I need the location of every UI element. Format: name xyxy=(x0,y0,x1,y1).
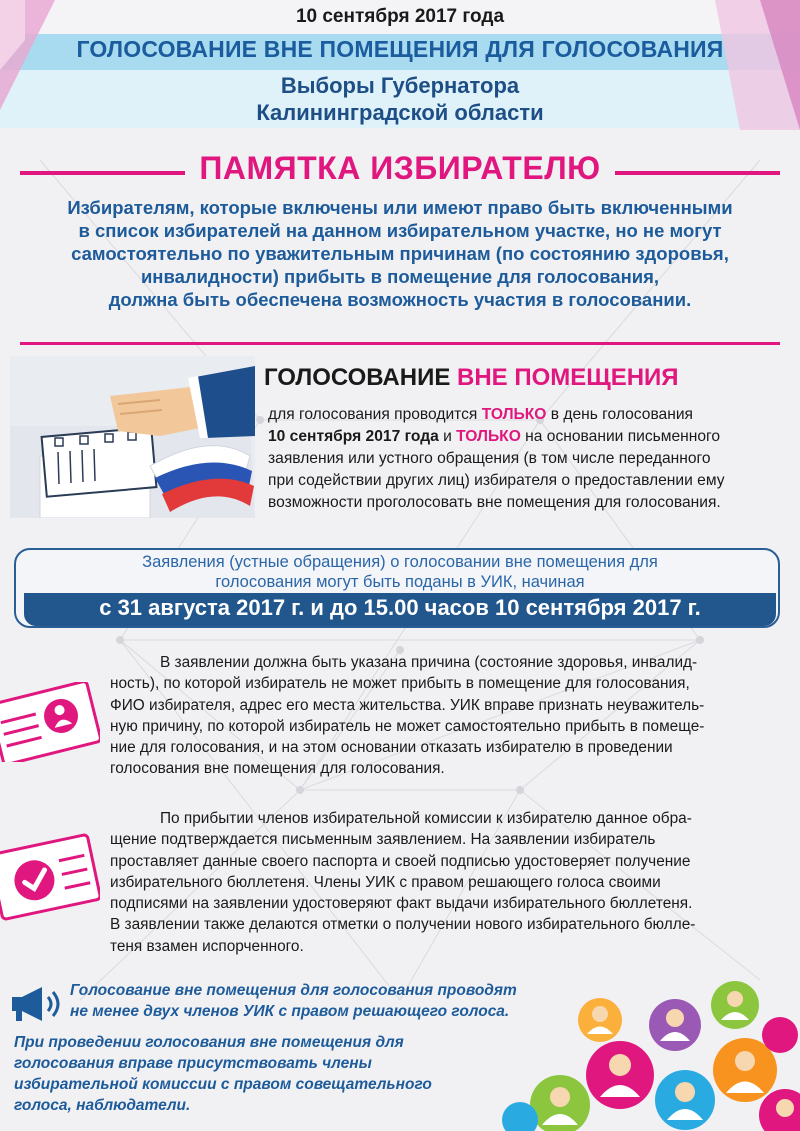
note-line: избирательной комиссии с правом совещательного xyxy=(14,1076,432,1093)
paragraph-line: В заявлении должна быть указана причина (состояние здоровья, инвалид- xyxy=(160,654,698,671)
intro-line: самостоятельно по уважительным причинам (по состоянию здоровья, xyxy=(71,243,729,264)
deadline-dates: с 31 августа 2017 г. и до 15.00 часов 10 сентября 2017 г. xyxy=(99,595,701,620)
emphasis-only: ТОЛЬКО xyxy=(456,428,521,445)
intro-line: инвалидности) прибыть в помещение для голосования, xyxy=(140,266,660,287)
section-divider xyxy=(20,342,780,345)
subtitle-line: Калининградской области xyxy=(256,100,544,125)
deadline-line: Заявления (устные обращения) о голосовании вне помещения для xyxy=(142,553,658,571)
text: в день голосования xyxy=(546,406,693,423)
application-card-icon xyxy=(0,682,100,762)
voting-line: возможности проголосовать вне помещения для голосования. xyxy=(268,494,721,511)
voting-line: заявления или устного обращения (в том числе переданного xyxy=(268,450,711,467)
text: и xyxy=(438,428,457,445)
observers-note xyxy=(14,1032,432,1116)
voting-line xyxy=(268,426,788,448)
ballot-box-illustration xyxy=(10,356,255,518)
paragraph-line: щение подтверждается письменным заявлением. На заявлении избиратель xyxy=(110,831,656,849)
paragraph-line: избирательного бюллетеня. Члены УИК с правом решающего голоса своими xyxy=(110,873,661,891)
people-crowd-illustration xyxy=(500,965,800,1131)
note-line: голоса, наблюдатели. xyxy=(14,1097,191,1114)
members-note xyxy=(70,980,517,1022)
note-line: голосования вправе присутствовать члены xyxy=(14,1055,372,1072)
application-paragraph xyxy=(110,652,770,780)
arrival-paragraph xyxy=(110,808,770,957)
intro-text xyxy=(20,196,780,311)
intro-line: Избирателям, которые включены или имеют право быть включенными xyxy=(67,197,733,218)
emphasis-only: ТОЛЬКО xyxy=(481,406,547,423)
paragraph-line: подписями на заявлении удостоверяют факт выдачи избирательного бюллетеня. xyxy=(110,895,693,913)
election-date: 10 сентября 2017 года xyxy=(295,6,505,27)
paragraph-line: проставляет данные своего паспорта и своей подписью удостоверяет получение xyxy=(110,852,691,870)
note-line: не менее двух членов УИК с правом решающего голоса. xyxy=(70,1003,510,1020)
paragraph-line: ность), по которой избиратель не может прибыть в помещение для голосования, xyxy=(110,675,690,693)
paragraph-line: голосования вне помещения для голосования. xyxy=(110,760,445,778)
header-subtitle xyxy=(0,72,800,126)
voting-date: 10 сентября 2017 года xyxy=(268,428,439,445)
intro-line: должна быть обеспечена возможность участия в голосовании. xyxy=(108,289,692,310)
voting-heading xyxy=(264,364,679,392)
title-rule-left xyxy=(20,171,185,175)
voting-line xyxy=(268,404,788,426)
paragraph-line: ную причину, по которой избиратель не может самостоятельно прибыть в помеще- xyxy=(110,717,705,735)
title-rule-right xyxy=(615,171,780,175)
intro-line: в список избирателей на данном избирательном участке, но не могут xyxy=(78,220,722,241)
subtitle-line: Выборы Губернатора xyxy=(280,73,520,98)
paragraph-line: В заявлении также делаются отметки о получении нового избирательного бюлле- xyxy=(110,916,696,934)
voting-heading-part: ГОЛОСОВАНИЕ xyxy=(264,364,457,391)
memo-title: ПАМЯТКА ИЗБИРАТЕЛЮ xyxy=(199,150,601,186)
note-line: Голосование вне помещения для голосования проводят xyxy=(70,982,517,999)
paragraph-line: По прибытии членов избирательной комиссии к избирателю данное обра- xyxy=(160,810,692,827)
note-line: При проведении голосования вне помещения для xyxy=(14,1034,404,1051)
checkmark-card-icon xyxy=(0,832,100,922)
voting-description xyxy=(268,404,788,514)
text: для голосования проводится xyxy=(268,406,482,423)
paragraph-line: ние для голосования, и на этом основании отказать избирателю в проведении xyxy=(110,739,673,757)
deadline-intro xyxy=(20,552,780,592)
voting-heading-highlight: ВНЕ ПОМЕЩЕНИЯ xyxy=(457,364,679,391)
voting-line: при содействии других лиц) избирателя о предоставлении ему xyxy=(268,472,725,489)
deadline-line: голосования могут быть поданы в УИК, начиная xyxy=(215,573,585,591)
paragraph-line: теня взамен испорченного. xyxy=(110,937,304,955)
text: на основании письменного xyxy=(520,428,721,445)
paragraph-line: ФИО избирателя, адрес его места жительства. УИК вправе признать неуважитель- xyxy=(110,696,705,714)
header-title: ГОЛОСОВАНИЕ ВНЕ ПОМЕЩЕНИЯ ДЛЯ ГОЛОСОВАНИЯ xyxy=(76,36,724,62)
megaphone-icon xyxy=(8,983,66,1025)
